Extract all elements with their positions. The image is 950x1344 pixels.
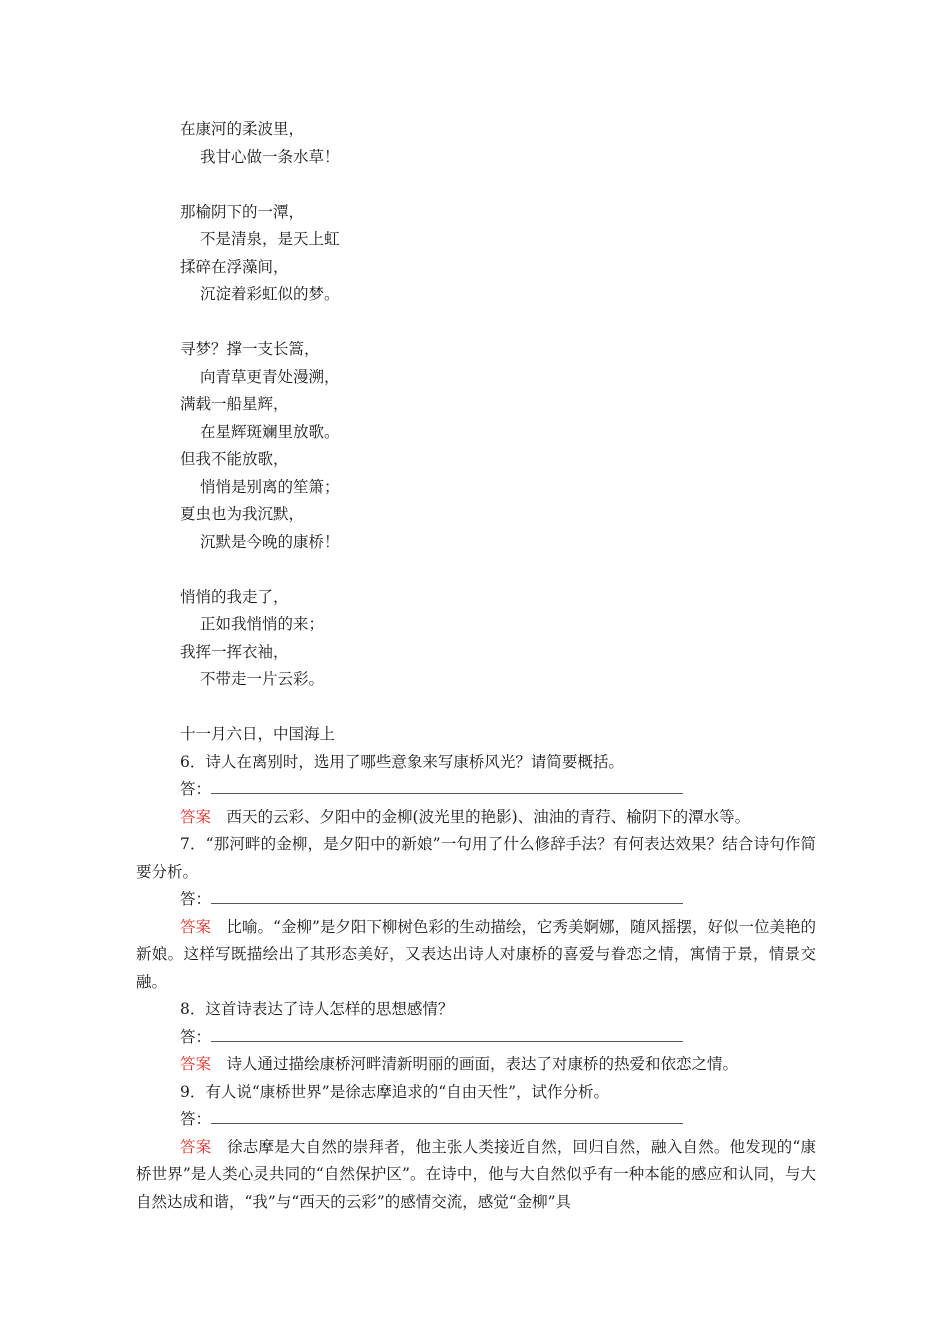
stanza-gap xyxy=(136,171,816,199)
answer-9 xyxy=(136,1134,816,1217)
poem-line: 但我不能放歌， xyxy=(180,450,289,468)
poem-line: 满载一船星辉， xyxy=(180,395,289,413)
answer-line xyxy=(211,1027,683,1042)
poem-line: 不带走一片云彩。 xyxy=(200,670,325,688)
poem-line: 在星辉斑斓里放歌。 xyxy=(200,422,340,441)
stanza-gap xyxy=(136,309,816,337)
poem-line: 向青草更青处漫溯， xyxy=(200,367,340,386)
poem-line: 那榆阴下的一潭， xyxy=(180,202,305,221)
answer-text: 西天的云彩、夕阳中的金柳(波光里的艳影)、油油的青荇、榆阴下的潭水等。 xyxy=(226,807,751,826)
answer-label: 答案 xyxy=(180,1055,212,1073)
answer-8 xyxy=(136,1051,816,1079)
answer-prefix: 答： xyxy=(180,890,212,908)
answer-prefix: 答： xyxy=(180,1027,212,1046)
answer-blank-8 xyxy=(136,1024,816,1052)
answer-prefix: 答： xyxy=(180,1110,212,1128)
answer-line xyxy=(211,1109,683,1124)
answer-blank-6 xyxy=(136,776,816,804)
answer-blank-7 xyxy=(136,886,816,914)
poem-line: 正如我悄悄的来； xyxy=(200,615,325,633)
poem-date: 十一月六日，中国海上 xyxy=(180,725,336,743)
poem-line: 我甘心做一条水草！ xyxy=(200,147,340,166)
stanza-gap xyxy=(136,556,816,584)
answer-blank-9 xyxy=(136,1106,816,1134)
poem-line: 揉碎在浮藻间， xyxy=(180,257,289,276)
page-content xyxy=(136,116,816,1216)
answer-line xyxy=(211,779,683,794)
answer-line xyxy=(211,889,683,904)
question-7: 7．“那河畔的金柳，是夕阳中的新娘”一句用了什么修辞手法？有何表达效果？结合诗句作简要分析。 xyxy=(136,835,816,881)
answer-label: 答案 xyxy=(180,1137,212,1156)
answer-text: 比喻。“金柳”是夕阳下柳树色彩的生动描绘，它秀美婀娜，随风摇摆，好似一位美艳的新娘。这样写既描绘出了其形态美好，又表达出诗人对康桥的喜爱与眷恋之情，寓情于景，情景交融。 xyxy=(136,917,816,991)
poem-line: 在康河的柔波里， xyxy=(180,120,305,138)
answer-label: 答案 xyxy=(180,807,212,826)
stanza-gap xyxy=(136,694,816,722)
poem-line: 寻梦？撑一支长篙， xyxy=(180,340,320,358)
question-8: 8．这首诗表达了诗人怎样的思想感情？ xyxy=(180,1000,454,1018)
poem-line: 悄悄的我走了， xyxy=(180,587,289,606)
answer-7 xyxy=(136,914,816,997)
poem-line: 不是清泉，是天上虹 xyxy=(200,230,340,248)
poem-line: 沉默是今晚的康桥！ xyxy=(200,532,340,551)
answer-prefix: 答： xyxy=(180,780,212,798)
poem-line: 悄悄是别离的笙箫； xyxy=(200,477,340,496)
answer-6 xyxy=(136,804,816,832)
question-9: 9．有人说“康桥世界”是徐志摩追求的“自由天性”，试作分析。 xyxy=(180,1082,610,1101)
answer-text: 徐志摩是大自然的崇拜者，他主张人类接近自然，回归自然，融入自然。他发现的“康桥世界”是人类心灵共同的“自然保护区”。在诗中，他与大自然似乎有一种本能的感应和认同，与大自然达成和谐，“我”与“西天的云彩”的感情交流，感觉“金柳”具 xyxy=(136,1137,816,1211)
poem-line: 沉淀着彩虹似的梦。 xyxy=(200,285,340,303)
poem-line: 我挥一挥衣袖， xyxy=(180,642,289,661)
question-6: 6．诗人在离别时，选用了哪些意象来写康桥风光？请简要概括。 xyxy=(180,752,624,771)
poem-line: 夏虫也为我沉默， xyxy=(180,505,305,523)
answer-label: 答案 xyxy=(180,917,212,936)
answer-text: 诗人通过描绘康桥河畔清新明丽的画面，表达了对康桥的热爱和依恋之情。 xyxy=(226,1055,739,1073)
